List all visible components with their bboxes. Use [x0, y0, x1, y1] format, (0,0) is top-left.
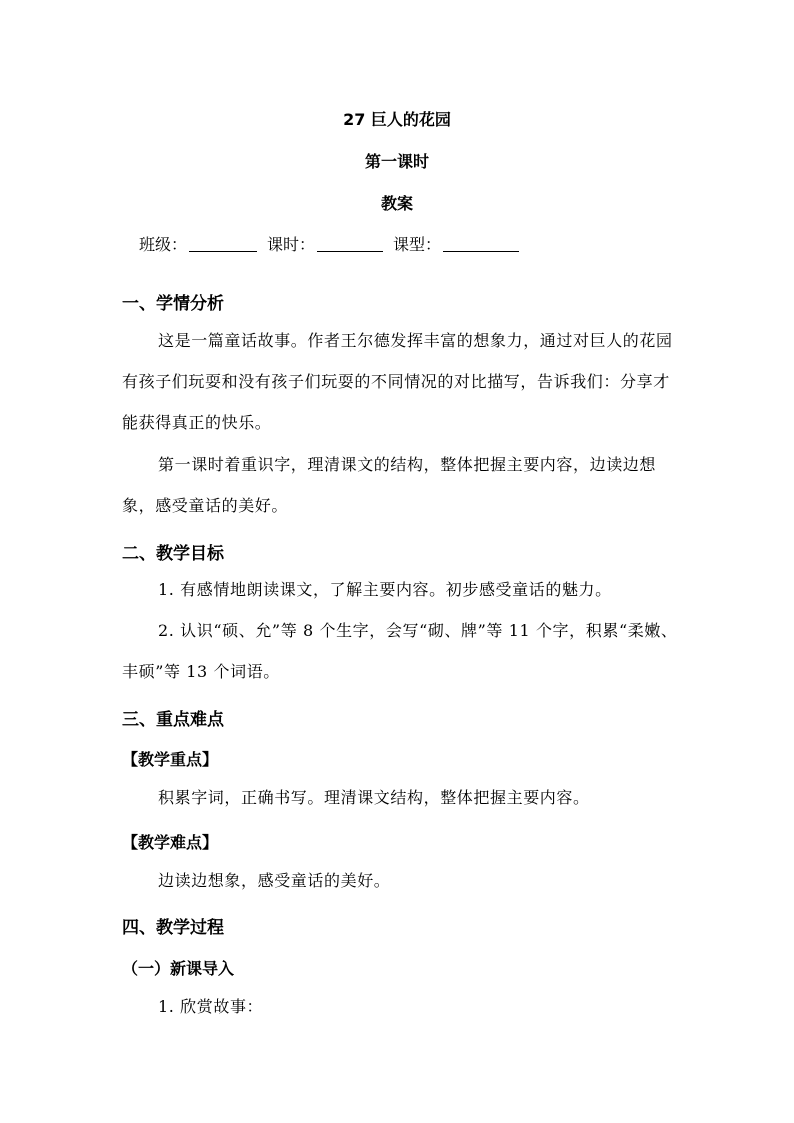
paragraph: 积累字词，正确书写。理清课文结构，整体把握主要内容。 — [158, 788, 590, 807]
meta-row — [139, 232, 529, 255]
type-label: 课型： — [393, 235, 442, 254]
subheading-intro: （一）新课导入 — [122, 959, 235, 978]
doc-title: 27 巨人的花园 — [343, 110, 451, 129]
paragraph: 第一课时着重识字，理清课文的结构，整体把握主要内容，边读边想象，感受童话的美好。 — [122, 455, 657, 515]
section-heading: 三、重点难点 — [122, 710, 224, 730]
paragraph: 边读边想象，感受童话的美好。 — [158, 871, 391, 890]
section-heading: 二、教学目标 — [122, 544, 224, 564]
period-label: 课时： — [267, 235, 316, 254]
paragraph: 这是一篇童话故事。作者王尔德发挥丰富的想象力，通过对巨人的花园有孩子们玩耍和没有孩子们玩耍的不同情况的对比描写，告诉我们：分享才能获得真正的快乐。 — [122, 331, 673, 432]
list-item: 1. 欣赏故事： — [158, 997, 264, 1016]
class-label: 班级： — [139, 235, 188, 254]
type-blank — [443, 250, 519, 252]
subheading-difficulties: 【教学难点】 — [122, 833, 219, 852]
doc-subtitle: 第一课时 — [364, 152, 429, 171]
list-item: 2. 认识“硕、允”等 8 个生字，会写“砌、牌”等 11 个字，积累“柔嫩、丰硕”等 13 个词语。 — [122, 621, 678, 681]
doc-type: 教案 — [380, 194, 413, 213]
period-blank — [317, 250, 383, 252]
section-heading: 一、学情分析 — [122, 294, 224, 314]
subheading-key-points: 【教学重点】 — [122, 750, 219, 769]
list-item: 1. 有感情地朗读课文，了解主要内容。初步感受童话的魅力。 — [158, 580, 612, 599]
section-heading: 四、教学过程 — [122, 918, 224, 938]
class-blank — [189, 250, 257, 252]
